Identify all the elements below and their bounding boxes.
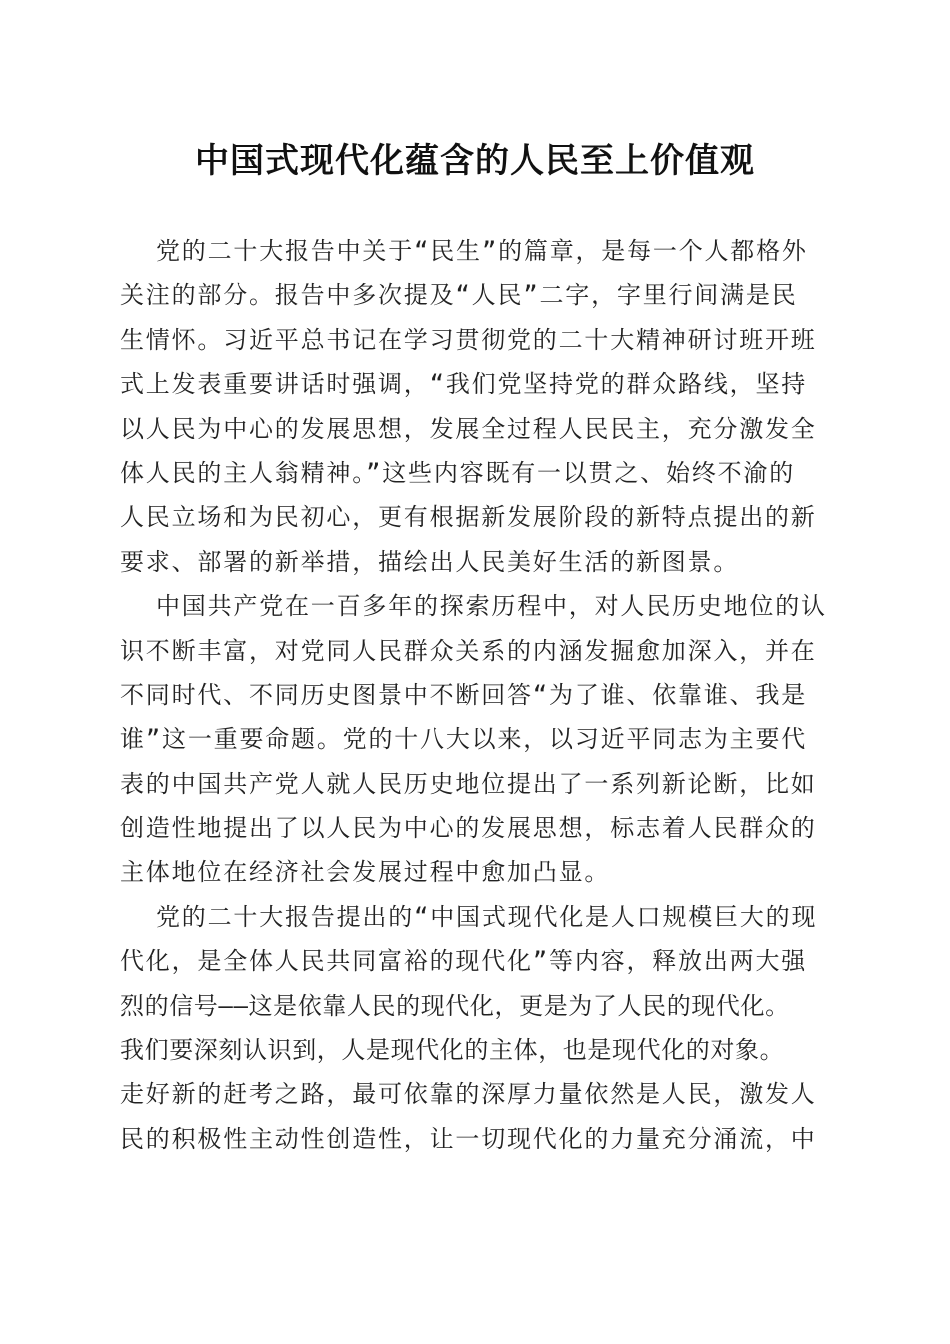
paragraph-2-line-2: 识不断丰富，对党同人民群众关系的内涵发掘愈加深入，并在 (120, 636, 817, 665)
paragraph-2-line-5: 表的中国共产党人就人民历史地位提出了一系列新论断，比如 (120, 769, 817, 798)
paragraph-1-line-6: 体人民的主人翁精神。”这些内容既有一以贯之、始终不渝的 (120, 458, 796, 487)
document-title: 中国式现代化蕴含的人民至上价值观 (195, 141, 755, 181)
paragraph-2-line-6: 创造性地提出了以人民为中心的发展思想，标志着人民群众的 (120, 814, 817, 843)
paragraph-1-line-2: 关注的部分。报告中多次提及“人民”二字，字里行间满是民 (120, 281, 798, 310)
paragraph-3-line-2: 代化，是全体人民共同富裕的现代化”等内容，释放出两大强 (120, 947, 808, 976)
paragraph-2-line-3: 不同时代、不同历史图景中不断回答“为了谁、依靠谁、我是 (120, 680, 808, 709)
paragraph-3-line-4: 我们要深刻认识到，人是现代化的主体，也是现代化的对象。 (120, 1036, 785, 1065)
paragraph-1-line-5: 以人民为中心的发展思想，发展全过程人民民主，充分激发全 (120, 414, 817, 443)
paragraph-2-line-7: 主体地位在经济社会发展过程中愈加凸显。 (120, 858, 611, 887)
paragraph-2-line-4: 谁”这一重要命题。党的十八大以来，以习近平同志为主要代 (120, 725, 808, 754)
paragraph-1-line-8: 要求、部署的新举措，描绘出人民美好生活的新图景。 (120, 547, 740, 576)
paragraph-2-line-1: 中国共产党在一百多年的探索历程中，对人民历史地位的认 (156, 592, 827, 621)
paragraph-3-line-6: 民的积极性主动性创造性，让一切现代化的力量充分涌流，中 (120, 1124, 817, 1153)
document-body (120, 229, 836, 1161)
paragraph-1-line-3: 生情怀。习近平总书记在学习贯彻党的二十大精神研讨班开班 (120, 325, 817, 354)
paragraph-1-line-4: 式上发表重要讲话时强调，“我们党坚持党的群众路线，坚持 (120, 370, 808, 399)
paragraph-3-line-5: 走好新的赶考之路，最可依靠的深厚力量依然是人民，激发人 (120, 1080, 817, 1109)
paragraph-1-line-7: 人民立场和为民初心，更有根据新发展阶段的新特点提出的新 (120, 503, 817, 532)
paragraph-3-line-1: 党的二十大报告提出的“中国式现代化是人口规模巨大的现 (156, 902, 818, 931)
paragraph-3-line-3: 烈的信号——这是依靠人民的现代化，更是为了人民的现代化。 (120, 991, 790, 1020)
paragraph-1-line-1: 党的二十大报告中关于“民生”的篇章，是每一个人都格外 (156, 237, 808, 265)
